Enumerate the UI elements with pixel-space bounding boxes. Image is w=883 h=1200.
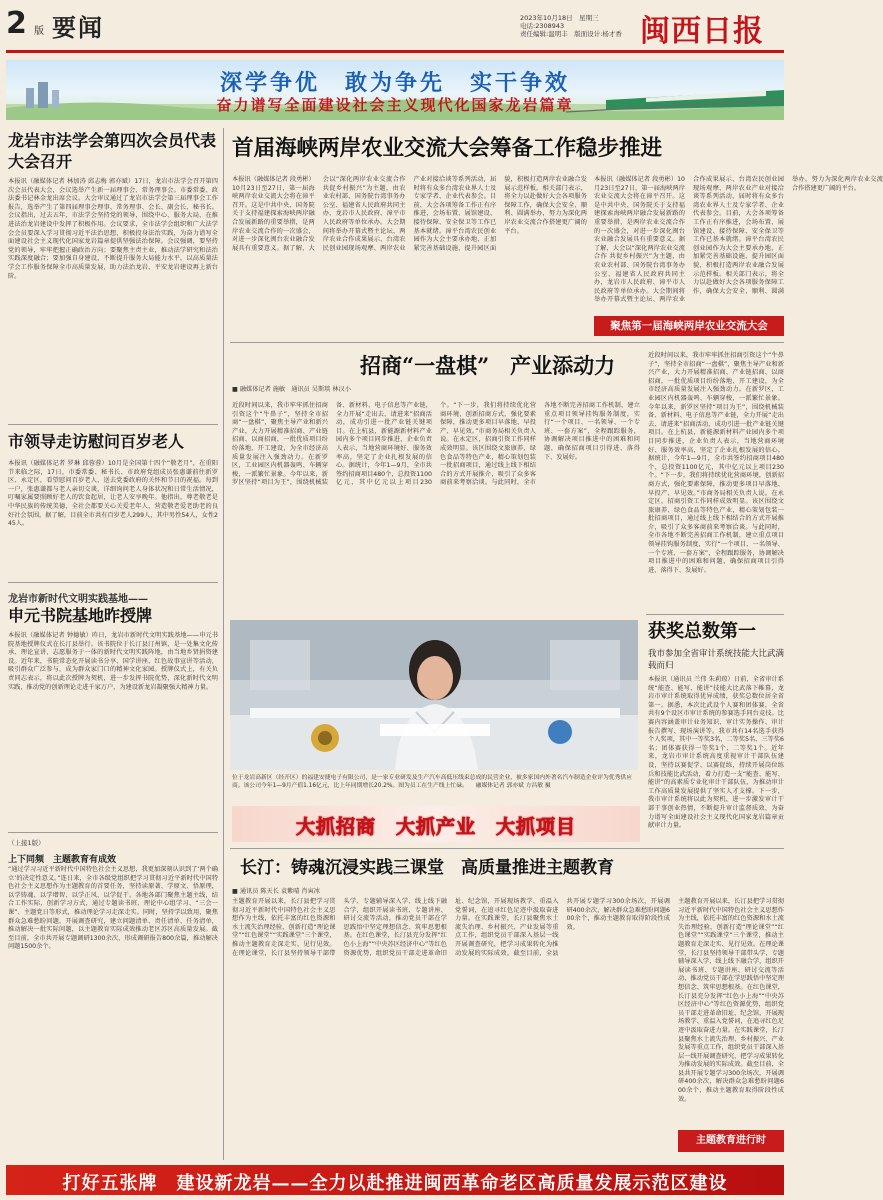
tagline-text: 大抓招商 大抓产业 大抓项目	[295, 816, 576, 838]
centenarian-title: 市领导走访慰问百岁老人	[8, 432, 185, 451]
photo-credit: 融媒体记者 郭亦斌 方昌敏 摄	[475, 783, 551, 789]
steps-body: “通过学习习近平新时代中国特色社会主义思想，我更加深刻认识到了‘两个确立’的决定性意义。”连日来，全市各级党组织把学习贯彻习近平新时代中国特色社会主义思想作为主题教育的首要任务，坚持读原著、学原文、悟原理，以学铸魂、以学增智、以学正风、以学促干。各地各部门聚焦主题主线，结合工作实际，创新学习方式，通过专题读书班、理论中心组学习、“三会一课”、主题党日等形式，推动理论学习走深走实。同时，坚持学以致用，聚焦群众急难愁盼问题，开展调查研究，建立问题清单、责任清单、任务清单，推动解决一批实际问题，以主题教育实际成效推动老区苏区高质量发展。截至目前，全市共开展专题调研1300余次，形成调研报告800余篇，推动解决问题1500余个。	[8, 866, 218, 951]
divider	[8, 832, 218, 833]
changting-body: 主题教育开展以来，长汀县把学习贯彻习近平新时代中国特色社会主义思想作为主线，依托丰富的红色资源和水土流失治理经验，创新打造“理论课堂”“红色课堂”“实践课堂”三个课堂，推动主题教育走深走实、见行见效。在理论课堂，长汀县坚持领导干部带头学、专题辅导深入学、线上线下融合学，组织开展读书班、专题讲座、研讨交流等活动，推动党员干部在学思践悟中坚定理想信念、筑牢思想根基。在红色课堂，长汀县充分发挥“红色小上海”“中央苏区经济中心”等红色资源优势，组织党员干部走进革命旧址、纪念馆，开展现场教学、重温入党誓词，在追寻红色足迹中汲取奋进力量。在实践课堂，长汀县聚焦水土流失治理、乡村振兴、产业发展等重点工作，组织党员干部深入基层一线开展调查研究，把学习成果转化为推动发展的实际成效。截至目前，全县共开展专题学习300余场次，开展调研400余次，解决群众急难愁盼问题600余个，推动主题教育取得阶段性成效。	[232, 898, 670, 957]
bookhouse-title: 申元书院基地昨授牌	[8, 606, 153, 625]
masthead	[0, 0, 790, 56]
divider	[230, 848, 784, 849]
divider	[8, 424, 218, 425]
bottom-banner	[6, 1165, 784, 1195]
section-title: 要闻	[52, 13, 104, 42]
law-society-body: 本报讯（融媒体记者 林加涛 邱志梅 郭亦斌）17日，龙岩市法学会召开第四次会员代表大会，会议选举产生新一届理事会、常务理事会。市委常委、政法委书记林金龙出席会议。大会审议通过了龙岩市法学会第三届理事会工作报告，选举产生了第四届理事会理事、常务理事、会长、副会长、秘书长。会议指出，过去五年，市法学会坚持党的领导，围绕中心、服务大局，在推进法治龙岩建设中发挥了积极作用。会议要求，全市法学会组织和广大法学会会员要深入学习贯彻习近平法治思想，积极投身法治实践，为奋力谱写全面建设社会主义现代化国家龙岩篇章提供坚强法治保障。会议强调，要坚持党的领导，牢牢把握正确政治方向；要聚焦主责主业，推动法学研究和法治实践深度融合；要加强自身建设，不断提升服务大局能力水平，以高质量法学会工作服务保障全市高质量发展，助力法治龙岩、平安龙岩建设再上新台阶。	[8, 178, 218, 280]
masthead-rule	[6, 50, 784, 53]
edition-number: 2	[6, 6, 27, 41]
divider	[230, 342, 784, 343]
divider	[8, 582, 218, 583]
column-divider	[223, 128, 224, 1160]
cross-strait-title: 首届海峡两岸农业交流大会筹备工作稳步推进	[232, 136, 663, 161]
investment-title: 招商“一盘棋” 产业添动力	[360, 353, 616, 378]
changting-tag: 主题教育进行时	[678, 1130, 784, 1152]
date-line: 2023年10月18日 星期三	[520, 14, 599, 22]
investment-body: 近段时间以来，我市牢牢抓住招商引资这个“牛鼻子”，坚持全市招商“一盘棋”，聚焦主导产业和新兴产业，大力开展精准招商、产业链招商、以商招商，一批优质项目纷纷落地、开工建设，为全市经济高质量发展注入强劲动力。在新罗区，工业园区内机器轰鸣、车辆穿梭，一派繁忙景象。今年以来，新罗区坚持“项目为王”，围绕机械装备、新材料、电子信息等产业链，全力开展“走出去、请进来”招商活动，成功引进一批产业链关键项目。在上杭县，新能源新材料产业园内多个项目同步推进，企业负责人表示，当地营商环境好、服务效率高，坚定了企业扎根发展的信心。据统计，今年1—9月，全市共签约招商项目480个，总投资1100亿元，其中亿元以上项目230个。“下一步，我们将持续优化营商环境，创新招商方式，强化要素保障，推动更多项目早落地、早投产、早见效。”市商务局相关负责人说。在永定区，招商引资工作同样成效明显。该区围绕文旅康养、绿色食品等特色产业，精心策划包装一批招商项目，通过线上线下相结合的方式开展推介，吸引了众多客商前来考察洽谈。与此同时，全市各地不断完善招商工作机制，建立重点项目领导挂钩服务制度，实行“一个项目、一名领导、一个专班、一套方案”，全程跟踪服务，协调解决项目推进中的困难和问题，确保招商项目引得进、落得下、发展好。	[232, 402, 640, 487]
changting-byline: ■ 通讯员 陈天长 袁紫晴 肖寅冰	[232, 888, 320, 895]
photo-caption-text: 位于龙岩高新区（经开区）的福建安捷电子有限公司，是一家专业研发及生产汽车高低压线束总成的民营企业，被多家国内外著名汽车制造企业评为优秀供应商。该公司今年1—9月产值1.16亿元，比上年同期增长20.2%。图为员工在生产线上忙碌。	[232, 775, 632, 789]
newspaper-logo: 闽西日报	[640, 14, 764, 49]
centenarian-body: 本报讯（融媒体记者 罗琳 邱蓉蓉）10月是全国第十四个“敬老月”，在重阳节来临之际，17日，市委常委、秘书长、市政府党组成员张惠谦前往新罗区、永定区，看望慰问百岁老人，送去党委政府的关怀和节日的祝福。每到一户，张惠谦都与老人亲切交谈，详细询问老人身体状况和日常生活情况，叮嘱家属要照顾好老人的饮食起居，让老人安享晚年。他指出，尊老敬老是中华民族的传统美德，全社会都要关心关爱老年人，营造敬老爱老助老的良好社会氛围。据了解，目前全市共有百岁老人299人，其中男性54人，女性245人。	[8, 460, 218, 528]
cross-strait-tag: 聚焦第一届海峡两岸农业交流大会	[594, 316, 784, 336]
tagline-band	[232, 806, 640, 842]
award-body: 本报讯（通讯员 兰伟 朱莉琼）日前，全省审计系统“能查、能写、能讲”技能大比武落下帷幕，龙岩市审计系统取得优异成绩，获奖总数位居全省第一。据悉，本次比武设个人赛和团体赛，全省共有9个设区市审计系统的参赛选手同台竞技。比赛内容涵盖审计业务知识、审计实务操作、审计报告撰写、现场演讲等。我市共有14名选手获得个人奖项，其中一等奖3名、二等奖5名、三等奖6名；团体赛获得一等奖1个、二等奖1个。近年来，龙岩市审计系统高度重视审计干部队伍建设，坚持以赛促学、以赛促练，持续开展岗位练兵和技能比武活动，着力打造一支“能查、能写、能讲”的高素质专业化审计干部队伍，为推动审计工作高质量发展提供了坚实人才支撑。下一步，我市审计系统将以此为契机，进一步激发审计干部干事创业热情，不断提升审计监督质效，为奋力谱写全面建设社会主义现代化国家龙岩篇章贡献审计力量。	[648, 676, 784, 830]
banner-slogan: 深学争优 敢为争先 实干争效	[219, 70, 570, 96]
bookhouse-body: 本报讯（融媒体记者 钟德敏）昨日，龙岩市新时代文明实践基地——申元书院基地授牌仪式在长汀县举行。该书院位于长汀县汀州镇，是一处集文化传承、理论宣讲、志愿服务于一体的新时代文明实践阵地，由当地乡贤捐资建设。近年来，书院常态化开展读书分享、国学讲座、红色故事宣讲等活动，吸引群众广泛参与，成为群众家门口的精神文化家园。授牌仪式上，有关负责同志表示，将以此次授牌为契机，进一步发挥书院优势，深化新时代文明实践，推动党的创新理论走进千家万户，为建设新龙岩凝聚强大精神力量。	[8, 632, 218, 691]
top-banner	[6, 60, 784, 120]
cross-strait-body-cont: 本报讯（融媒体记者 段勇彬）10月23日至27日，第一届海峡两岸农业交流大会将在漳平召开。这是中共中央、国务院关于支持福建探索海峡两岸融合发展新路的重要举措，是两岸农业交流合作的一次盛会，对进一步深化闽台农业融合发展具有重要意义。据了解，大会以“深化两岸农业交流合作 共促乡村振兴”为主题，由农业农村部、国务院台湾事务办公室、福建省人民政府共同主办，龙岩市人民政府、漳平市人民政府等单位承办。大会期间将举办开幕式暨主论坛、两岸农业合作成果展示、台湾农民创业园现场观摩、两岸农业产业对接洽谈等系列活动，届时将有众多台湾农业界人士及专家学者、企业代表参会。目前，大会各项筹备工作正有序推进，会场布置、展馆建设、接待保障、安全保卫等工作已基本就绪。漳平台湾农民创业园作为大会主要承办地，正加紧完善基础设施、提升园区面貌，积极打造两岸农业融合发展示范样板。相关部门表示，将全力以赴做好大会各项服务保障工作，确保大会安全、顺利、圆满举办，努力为深化两岸农业交流合作搭建更广阔的平台。	[594, 176, 883, 304]
law-society-title: 龙岩市法学会第四次会员代表大会召开	[8, 131, 217, 171]
bottom-banner-text: 打好五张牌 建设新龙岩——全力以赴推进闽西革命老区高质量发展示范区建设	[62, 1173, 728, 1194]
investment-byline: ■ 融媒体记者 施敏 通讯员 吴斯琰 林汉小	[232, 386, 351, 393]
changting-body-right	[678, 898, 784, 1120]
changting-body-cont: 主题教育开展以来，长汀县把学习贯彻习近平新时代中国特色社会主义思想作为主线，依托丰富的红色资源和水土流失治理经验，创新打造“理论课堂”“红色课堂”“实践课堂”三个课堂，推动主题教育走深走实、见行见效。在理论课堂，长汀县坚持领导干部带头学、专题辅导深入学、线上线下融合学，组织开展读书班、专题讲座、研讨交流等活动，推动党员干部在学思践悟中坚定理想信念、筑牢思想根基。在红色课堂，长汀县充分发挥“红色小上海”“中央苏区经济中心”等红色资源优势，组织党员干部走进革命旧址、纪念馆，开展现场教学、重温入党誓词，在追寻红色足迹中汲取奋进力量。在实践课堂，长汀县聚焦水土流失治理、乡村振兴、产业发展等重点工作，组织党员干部深入基层一线开展调查研究，把学习成果转化为推动发展的实际成效。截至目前，全县共开展专题学习300余场次，开展调研400余次，解决群众急难愁盼问题600余个，推动主题教育取得阶段性成效。	[678, 898, 784, 1103]
investment-body-cont: 近段时间以来，我市牢牢抓住招商引资这个“牛鼻子”，坚持全市招商“一盘棋”，聚焦主导产业和新兴产业，大力开展精准招商、产业链招商、以商招商，一批优质项目纷纷落地、开工建设，为全市经济高质量发展注入强劲动力。在新罗区，工业园区内机器轰鸣、车辆穿梭，一派繁忙景象。今年以来，新罗区坚持“项目为王”，围绕机械装备、新材料、电子信息等产业链，全力开展“走出去、请进来”招商活动，成功引进一批产业链关键项目。在上杭县，新能源新材料产业园内多个项目同步推进，企业负责人表示，当地营商环境好、服务效率高，坚定了企业扎根发展的信心。据统计，今年1—9月，全市共签约招商项目480个，总投资1100亿元，其中亿元以上项目230个。“下一步，我们将持续优化营商环境，创新招商方式，强化要素保障，推动更多项目早落地、早投产、早见效。”市商务局相关负责人说。在永定区，招商引资工作同样成效明显。该区围绕文旅康养、绿色食品等特色产业，精心策划包装一批招商项目，通过线上线下相结合的方式开展推介，吸引了众多客商前来考察洽谈。与此同时，全市各地不断完善招商工作机制，建立重点项目领导挂钩服务制度，实行“一个项目、一名领导、一个专班、一套方案”，全程跟踪服务，协调解决项目推进中的困难和问题，确保招商项目引得进、落得下、发展好。	[648, 352, 784, 574]
award-subtitle: 我市参加全省审计系统技能大比武满载而归	[648, 649, 785, 671]
investment-body-right	[648, 352, 784, 610]
photo-caption	[232, 774, 640, 790]
factory-worker-image	[230, 620, 638, 770]
changting-title: 长汀：铸魂沉浸实践三课堂 高质量推进主题教育	[240, 858, 614, 878]
banner-subslogan: 奋力谱写全面建设社会主义现代化国家龙岩篇章	[216, 96, 574, 114]
factory-photo	[230, 620, 638, 770]
divider	[646, 614, 784, 615]
steps-title: 上下同频 主题教育有成效	[8, 855, 117, 865]
cross-strait-body: 本报讯（融媒体记者 段勇彬）10月23日至27日，第一届海峡两岸农业交流大会将在漳平召开。这是中共中央、国务院关于支持福建探索海峡两岸融合发展新路的重要举措，是两岸农业交流合作的一次盛会，对进一步深化闽台农业融合发展具有重要意义。据了解，大会以“深化两岸农业交流合作 共促乡村振兴”为主题，由农业农村部、国务院台湾事务办公室、福建省人民政府共同主办，龙岩市人民政府、漳平市人民政府等单位承办。大会期间将举办开幕式暨主论坛、两岸农业合作成果展示、台湾农民创业园现场观摩、两岸农业产业对接洽谈等系列活动，届时将有众多台湾农业界人士及专家学者、企业代表参会。目前，大会各项筹备工作正有序推进，会场布置、展馆建设、接待保障、安全保卫等工作已基本就绪。漳平台湾农民创业园作为大会主要承办地，正加紧完善基础设施、提升园区面貌，积极打造两岸农业融合发展示范样板。相关部门表示，将全力以赴做好大会各项服务保障工作，确保大会安全、顺利、圆满举办，努力为深化两岸农业交流合作搭建更广阔的平台。	[232, 176, 587, 252]
bookhouse-kicker: 龙岩市新时代文明实践基地——	[8, 594, 148, 605]
masthead-meta	[520, 14, 630, 38]
editor-line: 责任编辑:温明丰 版面设计:杨才香	[520, 30, 622, 38]
edition-suffix: 版	[34, 26, 44, 37]
award-title: 获奖总数第一	[648, 621, 756, 642]
continue-note: （上接1版）	[8, 839, 45, 847]
phone-line: 电话:2308943	[520, 22, 565, 30]
cross-strait-body-right	[594, 176, 883, 310]
